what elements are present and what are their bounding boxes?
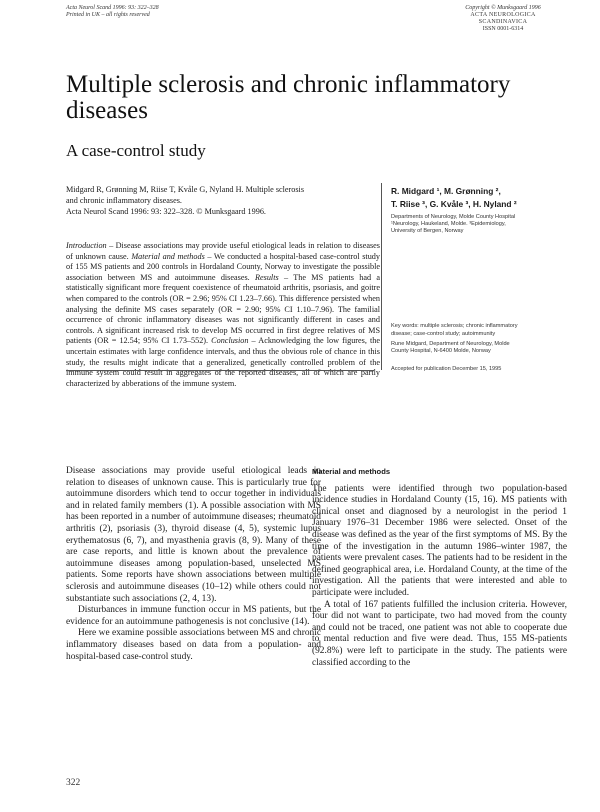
affiliation-line3: University of Bergen, Norway: [391, 228, 464, 235]
author-line2: T. Riise ³, G. Kvåle ³, H. Nyland ²: [391, 198, 517, 209]
correspondence: [391, 341, 551, 355]
page-number: 322: [66, 778, 81, 788]
abstract-bottom-rule: [66, 370, 374, 371]
article-title: Multiple sclerosis and chronic inflammatory diseases: [66, 71, 511, 124]
keywords-line2: disease; case-control study; autoimmunity: [391, 330, 496, 337]
abstract-results-label: Results: [255, 272, 279, 282]
correspondence-line1: Rune Midgard, Department of Neurology, Molde: [391, 341, 510, 347]
affiliation-line2: ¹Neurology, Haukeland, Molde. ³Epidemiology,: [391, 221, 506, 228]
methods-heading: Material and methods: [312, 467, 391, 476]
intro-paragraph-1: Disease associations may provide useful etiological leads in relation to diseases of unknown cause. This is particularly true for autoimmune disorders which tend to occur together in individuals and in related family members (1). A possible association with MS has been reported in a number of autoimmune diseases; rheumatoid arthritis (2), psoriasis (3), thyroid disease (4, 5), systemic lupus erythematosus (6, 7), and myasthenia gravis (8, 9). Many of these are case reports, and little is known about the prevalence of autoimmune diseases among population-based, unselected MS patients. Some reports have shown associations between multiple sclerosis and autoimmune diseases (10–12) while others could not substantiate such associations (2, 4, 13).: [66, 466, 321, 604]
citation-line2: and chronic inflammatory diseases.: [66, 196, 182, 205]
keywords-line1: Key words: multiple sclerosis; chronic inflammatory: [391, 323, 518, 329]
abstract-results-text: – The MS patients had a statistically significant more frequent coexistence of rheumatoid arthritis, psoriasis, and goitre when compared to the controls (OR = 2.96; 95% CI 1.23–7.66). This difference persisted when analysing the definite MS cases separately (OR = 2.90; 95% CI 1.10–7.96). The familial occurrence of chronic inflammatory diseases was not significantly different in cases and controls. A significant increased risk to develop MS occurred in first degree relatives of MS patients (OR = 12.54; 95% CI 1.73–552).: [66, 272, 380, 346]
abstract-intro-label: Introduction: [66, 241, 107, 250]
citation-line3: Acta Neurol Scand 1996: 93: 322–328. © Munksgaard 1996.: [66, 207, 266, 216]
abstract-conclusion-text: – Acknowledging the low figures, the uncertain estimates with large confidence intervals, and thus the obvious role of chance in this study, the results might indicate that a generalized, genetically controlled problem of the immune system could result in aggregates of the reported diseases, all of which are partly characterized by abberations of the immune system.: [66, 336, 380, 388]
affiliation-line1: Departments of Neurology, Molde County Hospital: [391, 214, 516, 220]
abstract-methods-label: Material and methods: [131, 251, 205, 261]
accepted-date: Accepted for publication December 15, 1995: [391, 366, 502, 372]
correspondence-line2: County Hospital, N-6400 Molde, Norway: [391, 348, 491, 355]
citation-line1: Midgard R, Grønning M, Riise T, Kvåle G, Nyland H. Multiple sclerosis: [66, 185, 305, 194]
journal-citation-line: Acta Neurol Scand 1996: 93: 322–328: [66, 5, 159, 11]
author-list: [391, 185, 561, 210]
author-line1: R. Midgard ¹, M. Grønning ²,: [391, 186, 501, 196]
affiliations: [391, 214, 561, 236]
methods-paragraph-1: The patients were identified through two population-based incidence studies in Hordaland County (15, 16). MS patients with clinical onset and diagnosed by a neurologist in the period 1 January 1976–31 December 1986 were selected. Onset of the disease was defined as the year of the first symptoms of MS. By the time of the investigation in the autumn 1986–winter 1987, the patients were prevalent cases. The patients had to be resident in the defined geographical area, i.e. Hordaland County, at the time of the investigation. All the patients that were interested and able to participate were included.: [312, 483, 567, 598]
abstract-methods-text: – We conducted a hospital-based case-control study of 155 MS patients and 200 controls in Hordaland County, Norway to investigate the possible association between MS and autoimmune diseases.: [66, 251, 380, 282]
journal-name-line2: SCANDINAVICA: [478, 19, 528, 25]
body-column-left: [66, 466, 321, 663]
journal-name-line1: ACTA NEUROLOGICA: [470, 12, 536, 18]
article-subtitle: A case-control study: [66, 141, 206, 160]
keywords: [391, 323, 551, 338]
printed-in-line: Printed in UK – all rights reserved: [66, 12, 150, 18]
abstract-intro-text: – Disease associations may provide useful etiological leads in relation to diseases of unknown cause.: [66, 241, 380, 261]
abstract: [66, 241, 380, 389]
issn-line: ISSN 0001-6314: [482, 26, 524, 32]
abstract-conclusion-label: Conclusion: [211, 336, 249, 346]
body-column-right: [312, 466, 567, 669]
journal-header-left: [66, 5, 159, 19]
intro-paragraph-3: Here we examine possible associations between MS and chronic inflammatory diseases based on data from a population- and hospital-based case-control study.: [66, 628, 321, 662]
intro-paragraph-2: Disturbances in immune function occur in MS patients, but the evidence for an autoimmune pathogenesis is not conclusive (14).: [66, 605, 321, 627]
methods-paragraph-2: A total of 167 patients fulfilled the inclusion criteria. However, four did not want to participate, two had moved from the county and could not be traced, one patient was not able to cooperate due to mental reduction and five were dead. Thus, 155 MS-patients (92.8%) were left to participate in the study. The patients were classified according to the: [312, 599, 567, 668]
citation-block: [66, 184, 376, 217]
copyright-line: Copyright © Munksgaard 1996: [465, 5, 541, 11]
abstract-side-rule: [381, 183, 382, 370]
journal-header-right: [448, 5, 558, 33]
